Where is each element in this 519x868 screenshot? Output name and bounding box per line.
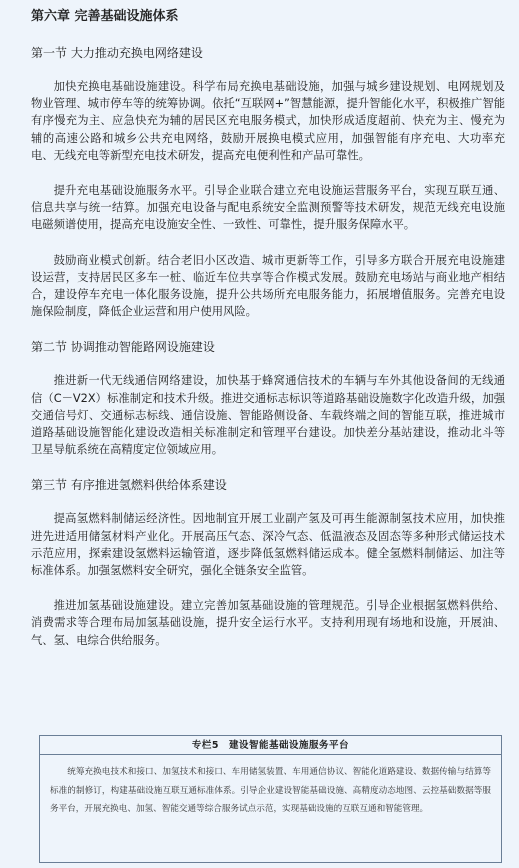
section-title-1: 第一节 大力推动充换电网络建设 [31,46,203,60]
paragraph: 推进加氢基础设施建设。建立完善加氢基础设施的管理规范。引导企业根据氢燃料供给、消费需求等合理布局加氢基础设施，提升安全运行水平。支持利用现有场地和设施，开展油、气、氢、电综合供给服务。 [31,599,505,647]
paragraph: 提高氢燃料制储运经济性。因地制宜开展工业副产氢及可再生能源制氢技术应用，加快推进先进适用储氢材料产业化。开展高压气态、深冷气态、低温液态及固态等多种形式储运技术示范应用，探索建设氢燃料运输管道，逐步降低氢燃料储运成本。健全氢燃料制储运、加注等标准体系。加强氢燃料安全研究，强化全链条安全监管。 [31,512,505,578]
column-box-label: 专栏5 [191,740,220,751]
column-box-body: 统筹充换电技术和接口、加氢技术和接口、车用储氢装置、车用通信协议、智能化道路建设、数据传输与结算等标准的制修订，构建基础设施互联互通标准体系。引导企业建设智能基础设施、高精度动态地图、云控基础数据等服务平台，开展充换电、加氢、智能交通等综合服务试点示范，实现基础设施的互联互通和智能管理。 [50,767,491,814]
section-title-2: 第二节 协调推动智能路网设施建设 [31,340,215,355]
paragraph: 加快充换电基础设施建设。科学布局充换电基础设施，加强与城乡建设规划、电网规划及物业管理、城市停车等的统筹协调。依托“互联网+”智慧能源，提升智能化水平，积极推广智能有序慢充为主、应急快充为辅的居民区充电服务模式，加快形成适度超前、快充为主、慢充为辅的高速公路和城乡公共充电网络，鼓励开展换电模式应用，加强智能有序充电、大功率充电、无线充电等新型充电技术研发，提高充电便利性和产品可靠性。 [31,80,505,162]
chapter-title: 第六章 完善基础设施体系 [31,9,179,24]
paragraph: 提升充电基础设施服务水平。引导企业联合建立充电设施运营服务平台，实现互联互通、信息共享与统一结算。加强充电设备与配电系统安全监测预警等技术研发，规范无线充电设施电磁频谱使用，提高充电设施安全性、一致性、可靠性，提升服务保障水平。 [31,184,505,232]
column-box [39,735,502,863]
section-title-3: 第三节 有序推进氢燃料供给体系建设 [31,478,227,493]
paragraph: 推进新一代无线通信网络建设，加快基于蜂窝通信技术的车辆与车外其他设备间的无线通信（C－V2X）标准制定和技术升级。推进交通标志标识等道路基础设施数字化改造升级，加强交通信号灯、交通标志标线、通信设施、智能路侧设备、车载终端之间的智能互联，推进城市道路基础设施智能化建设改造相关标准制定和管理平台建设。加快差分基站建设，推动北斗等卫星导航系统在高精度定位领域应用。 [31,374,505,457]
column-box-title: 建设智能基础设施服务平台 [229,740,350,751]
paragraph: 鼓励商业模式创新。结合老旧小区改造、城市更新等工作，引导多方联合开展充电设施建设运营，支持居民区多车一桩、临近车位共享等合作模式发展。鼓励充电场站与商业地产相结合，建设停车充电一体化服务设施，提升公共场所充电服务能力，拓展增值服务。完善充电设施保险制度，降低企业运营和用户使用风险。 [31,253,505,319]
column-box-header [40,736,501,755]
